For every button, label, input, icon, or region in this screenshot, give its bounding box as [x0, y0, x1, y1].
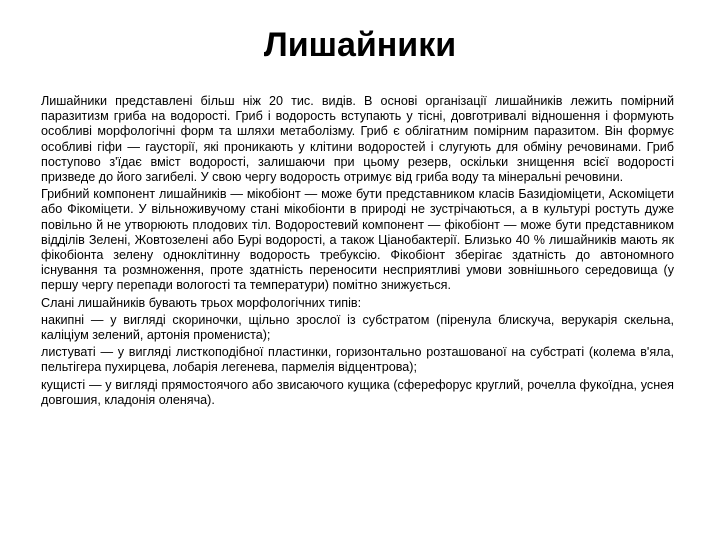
slide-title: Лишайники	[263, 26, 457, 64]
paragraph-fruticose: кущисті — у вигляді прямостоячого або звисаючого кущика (сферефорус круглий, рочелла фукоїдна, уснея довгошия, кладонія оленяча).	[41, 377, 674, 407]
paragraph-crustose: накипні — у вигляді скориночки, щільно зрослої із субстратом (піренула блискуча, верукарія скельна, каліціум зелений, артонія промениста);	[41, 312, 674, 343]
paragraph-thallus-types: Слані лишайників бувають трьох морфологічних типів:	[41, 295, 362, 310]
paragraph-mycobiont: Грибний компонент лишайників — мікобіонт — може бути представником класів Базидіоміцети, Аскоміцети або Фікоміцети. У вільноживучому стані мікобіонти в природі не зустрічаються, а в культурі ростуть дуже повільно й не утворюють плодових тіл. Водоростевий компонент — фікобіонт — може бути представником відділів Зелені, Жовтозелені або Бурі водорості, а також Ціанобактерії. Близько 40 % лишайників мають як фікобіонта зелену одноклітинну водорость требуксію. Фікобіонт зберігає здатність до автономного існування та розмноження, проте здатність переносити несприятливі умови зовнішнього середовища (у першу чергу перепади вологості та температури) помітно знижується.	[41, 187, 674, 293]
slide-body	[41, 94, 674, 410]
paragraph-foliose: листуваті — у вигляді листкоподібної пластинки, горизонтально розташованої на субстраті (колема в'яла, пельтігера пухирцева, лобарія легенева, пармелія відцентрова);	[41, 345, 674, 375]
paragraph-intro: Лишайники представлені більш ніж 20 тис. видів. В основі організації лишайників лежить помірний паразитизм гриба на водорості. Гриб і водорость вступають у тісні, довготривалі відношення і формують особливі морфологічні форм та шляхи метаболізму. Гриб є облігатним помірним паразитом. Він формує особливі гіфи — гаусторії, які проникають у клітини водоростей і слугують для обміну речовинами. Гриб поступово з'їдає вміст водорості, залишаючи при цьому резерв, оскільки знищення всієї водорості призведе до його загибелі. У свою чергу водорость отримує від гриба воду та мінеральні речовини.	[41, 94, 674, 185]
